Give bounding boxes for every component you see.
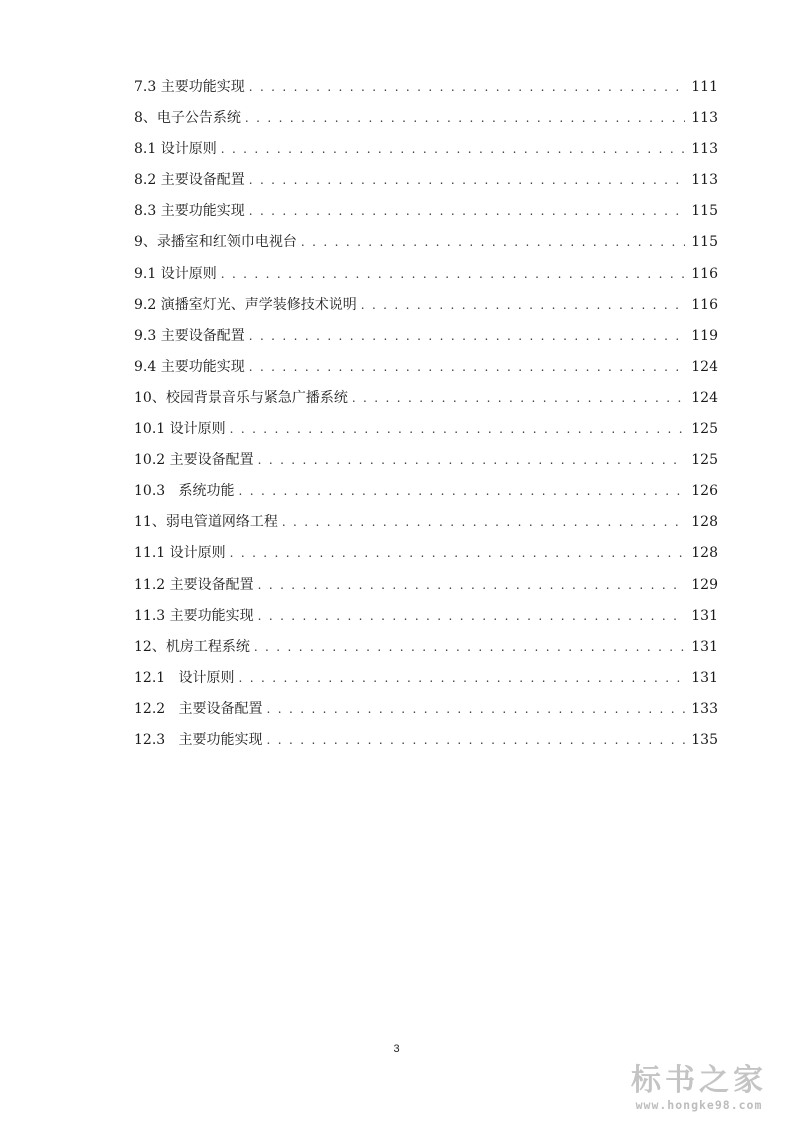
toc-leader-dots — [221, 262, 686, 286]
toc-leader-dots — [239, 479, 686, 503]
toc-leader-dots — [258, 448, 686, 472]
toc-entry-title: 11.3 主要功能实现 — [134, 607, 254, 624]
toc-entry-page: 135 — [691, 731, 718, 748]
toc-entry-title: 11.1 设计原则 — [134, 545, 226, 562]
toc-leader-dots — [245, 106, 685, 130]
toc-entry-page: 116 — [691, 296, 718, 313]
toc-leader-dots — [258, 573, 686, 597]
toc-entry-title: 9、录播室和红领巾电视台 — [134, 234, 297, 251]
toc-leader-dots — [230, 541, 686, 565]
toc-entry-page: 111 — [691, 79, 718, 95]
toc-entry-title: 8.1 设计原则 — [134, 141, 217, 158]
toc-leader-dots — [249, 324, 686, 348]
toc-entry[interactable] — [134, 510, 718, 541]
toc-entry-title: 10.3 系统功能 — [134, 483, 235, 500]
toc-entry-title: 11、弱电管道网络工程 — [134, 514, 278, 531]
toc-entry-page: 131 — [691, 669, 718, 686]
toc-entry-title: 8.3 主要功能实现 — [134, 203, 245, 220]
toc-entry-page: 131 — [691, 638, 718, 655]
toc-entry-title: 10.2 主要设备配置 — [134, 452, 254, 469]
toc-leader-dots — [249, 355, 686, 379]
toc-entry-title: 12.1 设计原则 — [134, 669, 235, 686]
table-of-contents — [134, 75, 718, 759]
toc-entry[interactable] — [134, 448, 718, 479]
toc-leader-dots — [267, 728, 686, 752]
watermark-title: 标书之家 — [631, 1063, 767, 1098]
toc-entry[interactable] — [134, 75, 718, 106]
toc-entry-page: 113 — [691, 141, 718, 158]
toc-leader-dots — [221, 137, 686, 161]
toc-leader-dots — [249, 75, 686, 99]
toc-entry-page: 116 — [691, 265, 718, 282]
toc-entry[interactable] — [134, 666, 718, 697]
toc-entry-title: 10、校园背景音乐与紧急广播系统 — [134, 389, 348, 406]
toc-leader-dots — [301, 230, 685, 254]
toc-leader-dots — [352, 386, 685, 410]
toc-leader-dots — [239, 666, 686, 690]
toc-entry-page: 115 — [691, 234, 718, 251]
toc-entry-title: 8.2 主要设备配置 — [134, 172, 245, 189]
toc-entry-page: 124 — [691, 389, 718, 406]
toc-entry-page: 113 — [691, 172, 718, 189]
toc-entry-page: 129 — [691, 576, 718, 593]
toc-entry[interactable] — [134, 137, 718, 168]
toc-entry[interactable] — [134, 199, 718, 230]
toc-entry[interactable] — [134, 293, 718, 324]
toc-entry-page: 113 — [691, 110, 718, 127]
toc-entry[interactable] — [134, 168, 718, 199]
toc-leader-dots — [361, 293, 686, 317]
toc-entry[interactable] — [134, 541, 718, 572]
toc-entry[interactable] — [134, 604, 718, 635]
toc-entry[interactable] — [134, 417, 718, 448]
toc-entry[interactable] — [134, 324, 718, 355]
toc-entry-title: 12.3 主要功能实现 — [134, 731, 263, 748]
toc-entry-page: 115 — [691, 203, 718, 220]
toc-entry[interactable] — [134, 386, 718, 417]
toc-entry-title: 9.3 主要设备配置 — [134, 327, 245, 344]
toc-entry[interactable] — [134, 262, 718, 293]
page-number: 3 — [393, 1043, 400, 1055]
toc-leader-dots — [267, 697, 686, 721]
toc-entry-page: 128 — [691, 514, 718, 531]
toc-entry-title: 7.3 主要功能实现 — [134, 79, 245, 95]
toc-entry[interactable] — [134, 728, 718, 759]
toc-entry[interactable] — [134, 697, 718, 728]
toc-entry[interactable] — [134, 230, 718, 261]
watermark — [619, 1064, 779, 1112]
toc-leader-dots — [254, 635, 685, 659]
toc-entry[interactable] — [134, 106, 718, 137]
toc-leader-dots — [230, 417, 686, 441]
toc-entry-page: 119 — [691, 327, 718, 344]
toc-entry[interactable] — [134, 573, 718, 604]
toc-entry-page: 124 — [691, 358, 718, 375]
toc-entry-title: 12.2 主要设备配置 — [134, 700, 263, 717]
toc-entry-title: 8、电子公告系统 — [134, 110, 241, 127]
watermark-url: www.hongke98.com — [635, 1098, 763, 1112]
toc-entry-page: 125 — [691, 421, 718, 438]
toc-entry-page: 131 — [691, 607, 718, 624]
toc-leader-dots — [249, 199, 686, 223]
toc-entry-title: 12、机房工程系统 — [134, 638, 250, 655]
toc-entry-title: 9.2 演播室灯光、声学装修技术说明 — [134, 296, 357, 313]
toc-entry-page: 133 — [691, 700, 718, 717]
toc-leader-dots — [258, 604, 686, 628]
toc-leader-dots — [282, 510, 685, 534]
toc-entry-title: 9.4 主要功能实现 — [134, 358, 245, 375]
toc-entry-page: 128 — [691, 545, 718, 562]
toc-entry[interactable] — [134, 479, 718, 510]
toc-entry-title: 9.1 设计原则 — [134, 265, 217, 282]
toc-entry[interactable] — [134, 355, 718, 386]
toc-entry-title: 11.2 主要设备配置 — [134, 576, 254, 593]
toc-entry-title: 10.1 设计原则 — [134, 421, 226, 438]
toc-entry[interactable] — [134, 635, 718, 666]
toc-leader-dots — [249, 168, 686, 192]
toc-entry-page: 125 — [691, 452, 718, 469]
toc-entry-page: 126 — [691, 483, 718, 500]
